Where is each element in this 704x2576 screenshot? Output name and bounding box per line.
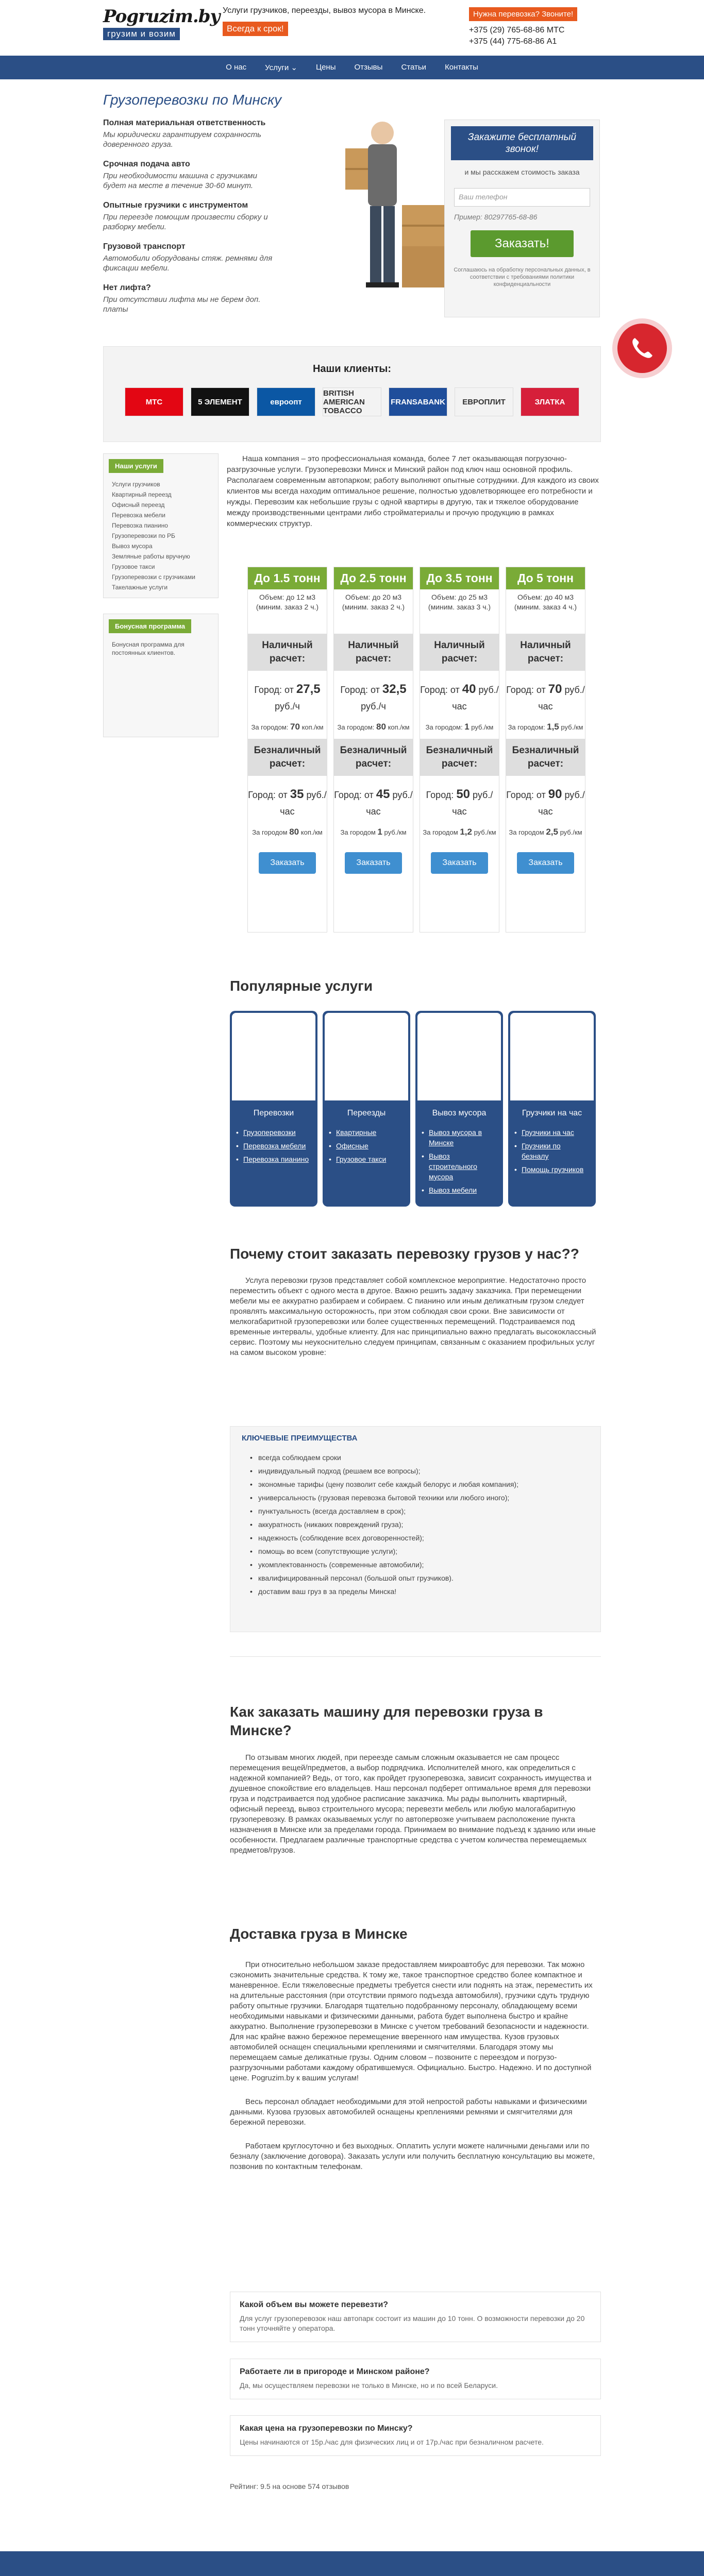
service-links xyxy=(508,1118,596,1175)
sidebar-service-link[interactable]: Перевозка пианино xyxy=(112,522,168,529)
delivery-paragraph: Весь персонал обладает необходимыми для этой непростой работы навыками и физическими данными. Кузова грузовых автомобилей оснащены креплениями ремнями и смягчителями для бережной перевозки. xyxy=(230,2097,587,2127)
nav-reviews[interactable]: Отзывы xyxy=(354,63,383,72)
benefit-title: Опытные грузчики с инструментом xyxy=(103,201,248,210)
price-prefix: Город: от xyxy=(254,685,294,695)
cash-city-price xyxy=(420,681,499,715)
service-image xyxy=(232,1013,315,1100)
key-advantages-list xyxy=(250,1451,600,1598)
price-unit: коп./км xyxy=(388,723,410,731)
clients-section xyxy=(103,346,601,442)
privacy-note: Соглашаюсь на обработку персональных данных, в соответствии с требованиями политики конфиденциальности xyxy=(454,267,591,287)
service-links xyxy=(415,1118,503,1195)
benefit-item xyxy=(103,283,273,314)
always-badge: Всегда к срок! xyxy=(223,22,288,36)
price-unit: руб./час xyxy=(280,790,327,817)
cash-city-price xyxy=(334,681,413,715)
noncash-label: Безналичный расчет: xyxy=(334,739,413,776)
benefit-text: Мы юридически гарантируем сохранность доверенного груза. xyxy=(103,130,262,149)
advantage-item: • индивидуальный подход (решаем все вопросы); xyxy=(250,1464,600,1478)
tariff-name: До 5 тонн xyxy=(506,567,585,589)
benefit-title: Нет лифта? xyxy=(103,283,151,292)
service-link[interactable]: • Вывоз мебели xyxy=(422,1185,497,1195)
price-value: 1 xyxy=(377,827,382,837)
delivery-text xyxy=(230,1960,601,2172)
price-value: 70 xyxy=(290,722,300,732)
price-prefix: За городом: xyxy=(337,723,375,731)
price-prefix: Город: от xyxy=(420,685,460,695)
price-prefix: За городом: xyxy=(508,723,545,731)
sidebar-service-link[interactable]: Земляные работы вручную xyxy=(112,553,190,560)
price-value: 45 xyxy=(376,787,390,801)
cash-city-price xyxy=(248,681,327,715)
phone-call-button[interactable] xyxy=(617,324,667,373)
noncash-out-price xyxy=(334,827,413,838)
intro-text: Наша компания – это профессиональная команда, более 7 лет оказывающая погрузочно-разгрузочные услуги. Грузоперевозки Минск и Минский район под ключ наш основной профиль. Располагаем современным автопарком; работу выполняют опытные сотрудники. Для каждого из своих клиентов мы всегда находим оптимальное решение, полностью удовлетворяющее его потребности и нужды. Перевозим как небольшие грузы с одной квартиры в другую, так и тяжелое оборудование между производственными центрами либо стройматериалы и прочую продукцию в рамках коммерческих структур. xyxy=(227,454,599,528)
price-prefix: За городом xyxy=(252,828,288,836)
benefit-item xyxy=(103,242,273,273)
price-prefix: За городом xyxy=(340,828,376,836)
cash-city-price xyxy=(506,681,585,715)
benefits-list xyxy=(103,118,273,325)
price-unit: руб./км xyxy=(471,723,494,731)
page-title: Грузоперевозки по Минску xyxy=(103,92,282,108)
sidebar-service-link[interactable]: Грузовое такси xyxy=(112,563,155,570)
client-logo: ЕВРОПЛИТ xyxy=(455,387,513,416)
client-logo: МТС xyxy=(125,387,183,416)
faq-item[interactable] xyxy=(230,2415,601,2456)
price-value: 40 xyxy=(462,682,476,696)
price-value: 32,5 xyxy=(382,682,407,696)
tariff-card xyxy=(506,567,585,933)
tariff-name: До 3.5 тонн xyxy=(420,567,499,589)
order-button[interactable]: Заказать xyxy=(431,852,488,874)
price-unit: руб./ч xyxy=(361,701,386,711)
faq-question: Работаете ли в пригороде и Минском районе? xyxy=(240,2367,430,2376)
nav-about[interactable]: О нас xyxy=(226,63,247,72)
advantage-item: • помощь во всем (сопутствующие услуги); xyxy=(250,1545,600,1558)
benefit-title: Грузовой транспорт xyxy=(103,242,186,251)
price-prefix: Город: от xyxy=(340,685,380,695)
sidebar-service-link[interactable]: Такелажные услуги xyxy=(112,584,168,591)
how-title: Как заказать машину для перевозки груза в Минске? xyxy=(230,1704,543,1738)
price-prefix: За городом xyxy=(509,828,544,836)
benefit-title: Срочная подача авто xyxy=(103,160,190,168)
phone-example: Пример: 80297765-68-86 xyxy=(454,213,538,221)
service-link[interactable]: • Перевозка мебели xyxy=(236,1141,311,1151)
rating: Рейтинг: 9.5 на основе 574 отзывов xyxy=(230,2482,349,2490)
service-title: Грузчики на час xyxy=(522,1109,582,1117)
benefit-text: При переезде помощим произвести сборку и разборку мебели. xyxy=(103,213,268,231)
service-image xyxy=(325,1013,408,1100)
advantage-item: • квалифицированный персонал (большой опыт грузчиков). xyxy=(250,1571,600,1585)
price-value: 80 xyxy=(376,722,386,732)
price-unit: коп./км xyxy=(301,723,324,731)
tariff-volume: Объем: до 12 м3 (миним. заказ 2 ч.) xyxy=(256,593,319,611)
noncash-label: Безналичный расчет: xyxy=(248,739,327,776)
service-link[interactable]: • Грузчики по безналу xyxy=(514,1141,590,1161)
logo[interactable] xyxy=(103,6,220,41)
phone-a1[interactable]: +375 (44) 775-68-86 А1 xyxy=(469,37,557,46)
noncash-out-price xyxy=(506,827,585,838)
delivery-title: Доставка груза в Минске xyxy=(230,1926,408,1942)
order-button[interactable]: Заказать xyxy=(345,852,401,874)
order-button[interactable]: Заказать xyxy=(259,852,315,874)
tariff-cards xyxy=(247,567,585,933)
logo-main: Pogruzim.by xyxy=(103,6,220,27)
header xyxy=(0,0,704,56)
price-unit: руб./км xyxy=(561,723,583,731)
noncash-city-price xyxy=(334,786,413,820)
tariff-card xyxy=(420,567,499,933)
divider xyxy=(230,1656,601,1657)
service-link[interactable]: • Вывоз строительного мусора xyxy=(422,1151,497,1182)
sidebar-bonus-text[interactable]: Бонусная программа для постоянных клиентов. xyxy=(112,641,185,656)
advantage-item: • экономные тарифы (цену позволит себе каждый белорус и любая компания); xyxy=(250,1478,600,1491)
sidebar-service-link[interactable]: Грузоперевозки по РБ xyxy=(112,532,175,539)
main-nav xyxy=(0,56,704,79)
price-prefix: Город: от xyxy=(506,790,546,800)
delivery-paragraph: При относительно небольшом заказе предоставляем микроавтобус для перевозки. Так можно сэкономить значительные средства. К тому же, такое транспортное средство более компактное и маневренное. Если тяжеловесные предметы требуется снести или поднять на этаж, переместить их на длительные расстояния (при отсутствии прямого подъезда автомобиля), грузчики сдуть трудную работу опытные грузчики. Благодаря тщательно подобранному персоналу, обладающему всеми необходимыми навыками и физическими данными, работа будет выполнена быстро и крайне аккуратно. Выполнение грузоперевозки в Минске с учетом требований безопасности и надежности. Для нас крайне важно бережное перемещение вверенного нам имущества. Кузов грузовых автомобилей оснащен специальными креплениями и смягчителями. Благодаря этому мы перемещаем самые деликатные грузы. Одним словом – позвоните с переездом и погрузо-разгрузочными работами каждому обратившемуся. Официально. Быстро. Надежно. И по доступной цене. Pogruzim.by к вашим услугам! xyxy=(230,1960,593,2082)
cash-out-price xyxy=(248,722,327,733)
noncash-out-price xyxy=(248,827,327,838)
faq-question: Какая цена на грузоперевозки по Минску? xyxy=(240,2424,413,2433)
faq-answer: Да, мы осуществляем перевозки не только в Минске, но и по всей Беларуси. xyxy=(240,2381,498,2389)
price-value: 27,5 xyxy=(296,682,321,696)
service-card[interactable] xyxy=(230,1011,317,1207)
phone-input[interactable]: Ваш телефон xyxy=(454,188,590,207)
nav-prices[interactable]: Цены xyxy=(315,63,336,72)
price-value: 80 xyxy=(289,827,299,837)
faq-item[interactable] xyxy=(230,2292,601,2342)
service-image xyxy=(417,1013,501,1100)
advantage-item: • универсальность (грузовая перевозка бытовой техники или любого иного); xyxy=(250,1491,600,1504)
noncash-city-price xyxy=(420,786,499,820)
advantage-item: • пунктуальность (всегда доставляем в срок); xyxy=(250,1504,600,1518)
faq-answer: Цены начинаются от 15р./час для физических лиц и от 17р./час при безналичном расчете. xyxy=(240,2438,544,2446)
advantage-item: • аккуратность (никаких повреждений груза); xyxy=(250,1518,600,1531)
sidebar-services-label: Наши услуги xyxy=(109,459,163,473)
price-unit: руб./час xyxy=(538,685,585,711)
benefit-text: При отсутствии лифта мы не берем доп. платы xyxy=(103,295,261,314)
key-advantages-title: КЛЮЧЕВЫЕ ПРЕИМУЩЕСТВА xyxy=(242,1434,358,1443)
sidebar-bonus xyxy=(103,614,219,737)
noncash-label: Безналичный расчет: xyxy=(506,739,585,776)
logo-sub: грузим и возим xyxy=(103,28,180,40)
price-prefix: Город: xyxy=(426,790,454,800)
footer xyxy=(0,2551,704,2576)
advantage-item: • доставим ваш груз в за пределы Минска! xyxy=(250,1585,600,1598)
price-unit: руб./км xyxy=(560,828,582,836)
price-value: 50 xyxy=(456,787,471,801)
service-link[interactable]: • Перевозка пианино xyxy=(236,1154,311,1164)
cash-out-price xyxy=(420,722,499,733)
noncash-label: Безналичный расчет: xyxy=(420,739,499,776)
order-button[interactable]: Заказать xyxy=(517,852,574,874)
client-logo: 5 ЭЛЕМЕНТ xyxy=(191,387,249,416)
price-value: 1,5 xyxy=(547,722,559,732)
service-link[interactable]: • Грузчики на час xyxy=(514,1127,590,1138)
price-value: 35 xyxy=(290,787,304,801)
benefit-item xyxy=(103,160,273,191)
tariff-volume: Объем: до 40 м3 (миним. заказ 4 ч.) xyxy=(514,593,577,611)
form-heading: Закажите бесплатный звонок! xyxy=(451,126,593,160)
price-unit: руб./км xyxy=(474,828,496,836)
service-link[interactable]: • Вывоз мусора в Минске xyxy=(422,1127,497,1148)
noncash-out-price xyxy=(420,827,499,838)
sidebar xyxy=(103,453,219,737)
why-title: Почему стоит заказать перевозку грузов у нас?? xyxy=(230,1246,579,1262)
service-image xyxy=(510,1013,594,1100)
service-title: Переезды xyxy=(347,1109,386,1117)
price-value: 2,5 xyxy=(546,827,558,837)
price-unit: руб./км xyxy=(384,828,407,836)
clients-title: Наши клиенты: xyxy=(312,363,392,375)
service-title: Перевозки xyxy=(253,1109,294,1117)
price-unit: руб./час xyxy=(538,790,585,817)
client-logo: ЗЛАТКА xyxy=(521,387,579,416)
sidebar-service-link[interactable]: Офисный переезд xyxy=(112,501,165,509)
price-prefix: Город: от xyxy=(506,685,546,695)
price-prefix: Город: от xyxy=(334,790,374,800)
client-logo: BRITISH AMERICAN TOBACCO xyxy=(323,387,381,416)
form-subtext: и мы расскажем стоимость заказа xyxy=(464,168,580,176)
popular-services xyxy=(230,1011,601,1207)
advantage-item: • надежность (соблюдение всех договоренностей); xyxy=(250,1531,600,1545)
service-links xyxy=(323,1118,410,1164)
tariff-name: До 1.5 тонн xyxy=(248,567,327,589)
price-value: 1 xyxy=(464,722,470,732)
sidebar-services-list xyxy=(109,479,213,592)
client-logo: FRANSABANK xyxy=(389,387,447,416)
client-logos xyxy=(104,387,600,416)
cash-label: Наличный расчет: xyxy=(248,634,327,671)
price-prefix: За городом: xyxy=(425,723,463,731)
price-value: 70 xyxy=(548,682,562,696)
popular-title: Популярные услуги xyxy=(230,978,373,994)
faq-answer: Для услуг грузоперевозок наш автопарк состоит из машин до 10 тонн. О возможности перевозки до 20 тонн уточняйте у оператора. xyxy=(240,2314,585,2332)
advantage-item: • укомплектованность (современные автомобили); xyxy=(250,1558,600,1571)
price-value: 1,2 xyxy=(460,827,472,837)
tariff-volume: Объем: до 20 м3 (миним. заказ 2 ч.) xyxy=(342,593,405,611)
cash-out-price xyxy=(334,722,413,733)
service-link[interactable]: • Грузовое такси xyxy=(329,1154,404,1164)
service-link[interactable]: • Грузоперевозки xyxy=(236,1127,311,1138)
faq-question: Какой объем вы можете перевезти? xyxy=(240,2300,389,2309)
order-call-button[interactable]: Заказать! xyxy=(471,230,574,257)
tariff-volume: Объем: до 25 м3 (миним. заказ 3 ч.) xyxy=(428,593,491,611)
noncash-city-price xyxy=(506,786,585,820)
service-link[interactable]: • Офисные xyxy=(329,1141,404,1151)
why-text: Услуга перевозки грузов представляет собой комплексное мероприятие. Недостаточно просто переместить объект с одного места в другое. Важно решить задачу заказчика. При перемещении мебели мы ее аккуратно разбираем и собираем. С пианино или иным деликатным грузом следует проявлять максимальную осторожность, при этом соблюдая свои сроки. Вне зависимости от мелкогабаритной грузоперевозки или более существенных перемещений. Подстраиваемся под временные интервалы, удобные клиенту. Для нас принципиально важно предлагать высококлассный сервис. Поэтому мы неукоснительно следуем принципам, связанным с оказанием профильных услуг на самом высоком уровне: xyxy=(230,1276,596,1357)
benefit-item xyxy=(103,118,273,149)
price-unit: руб./ч xyxy=(275,701,300,711)
sidebar-service-link[interactable]: Квартирный переезд xyxy=(112,491,172,498)
noncash-city-price xyxy=(248,786,327,820)
price-unit: руб./час xyxy=(452,790,493,817)
service-card[interactable] xyxy=(415,1011,503,1207)
nav-contacts[interactable]: Контакты xyxy=(445,63,478,72)
cash-label: Наличный расчет: xyxy=(334,634,413,671)
client-logo: евроопт xyxy=(257,387,315,416)
sidebar-service-link[interactable]: Перевозка мебели xyxy=(112,512,165,519)
service-card[interactable] xyxy=(508,1011,596,1207)
price-unit: руб./час xyxy=(452,685,499,711)
sidebar-services xyxy=(103,453,219,598)
sidebar-service-link[interactable]: Грузоперевозки с грузчиками xyxy=(112,573,195,581)
need-transport-button[interactable]: Нужна перевозка? Звоните! xyxy=(469,7,577,21)
cash-label: Наличный расчет: xyxy=(506,634,585,671)
sidebar-service-link[interactable]: Услуги грузчиков xyxy=(112,481,160,488)
advantage-item: • всегда соблюдаем сроки xyxy=(250,1451,600,1464)
phone-mts[interactable]: +375 (29) 765-68-86 МТС xyxy=(469,26,565,35)
key-advantages xyxy=(230,1426,601,1632)
sidebar-bonus-label: Бонусная программа xyxy=(109,619,191,633)
benefit-title: Полная материальная ответственность xyxy=(103,118,266,127)
delivery-paragraph: Работаем круглосуточно и без выходных. Оплатить услуги можете наличными деньгами или по безналу (заключение договора). Заказать услуги или получить бесплатную консультацию вы можете, позвонив по контактным телефонам. xyxy=(230,2142,595,2171)
tariff-card xyxy=(247,567,327,933)
service-link[interactable]: • Помощь грузчиков xyxy=(514,1164,590,1175)
price-value: 90 xyxy=(548,787,562,801)
service-card[interactable] xyxy=(323,1011,410,1207)
cash-out-price xyxy=(506,722,585,733)
how-text: По отзывам многих людей, при переезде самым сложным оказывается не сам процесс перемещения вещей/предметов, а выбор подрядчика. Исполнителей много, как определиться с надежной компанией? Ведь, от того, как пройдет грузоперевозка, зависит сохранность имущества и душевное спокойствие его владельцев. Наш персонал подберет оптимальное время для перевозки груза и подстраивается под удобное расписание заказчика. Мы рады выполнить квартирный, офисный переезд, вывоз строительного мусора; перевезти мебель или любую малогабаритную грузоперевозку. В рамках оказываемых услуг по автопервозке учитываем расположение пункта назначения в Минске или за пределами города. Принимаем во внимание подъезд к зданию или иные особенности. Предлагаем различные транспортные средства с учетом количества перемещаемых предметов/грузов. xyxy=(230,1753,596,1855)
price-prefix: За городом: xyxy=(251,723,289,731)
price-unit: руб./час xyxy=(366,790,413,817)
service-link[interactable]: • Квартирные xyxy=(329,1127,404,1138)
tariff-name: До 2.5 тонн xyxy=(334,567,413,589)
mover-illustration xyxy=(345,117,448,291)
benefit-item xyxy=(103,201,273,232)
service-links xyxy=(230,1118,317,1164)
phone-icon xyxy=(617,324,667,373)
callback-form xyxy=(444,120,600,317)
tagline: Услуги грузчиков, переезды, вывоз мусора в Минске. xyxy=(223,6,426,15)
benefit-text: Автомобили оборудованы стяж. ремнями для фиксации мебели. xyxy=(103,254,273,273)
tariff-card xyxy=(333,567,413,933)
price-prefix: Город: от xyxy=(248,790,288,800)
cash-label: Наличный расчет: xyxy=(420,634,499,671)
sidebar-service-link[interactable]: Вывоз мусора xyxy=(112,543,153,550)
price-prefix: За городом xyxy=(423,828,458,836)
service-title: Вывоз мусора xyxy=(432,1109,487,1117)
nav-services[interactable]: Услуги ⌄ xyxy=(265,63,297,72)
faq-item[interactable] xyxy=(230,2359,601,2399)
price-unit: коп./км xyxy=(300,828,323,836)
nav-articles[interactable]: Статьи xyxy=(401,63,427,72)
benefit-text: При необходимости машина с грузчиками будет на месте в течение 30-60 минут. xyxy=(103,172,257,190)
